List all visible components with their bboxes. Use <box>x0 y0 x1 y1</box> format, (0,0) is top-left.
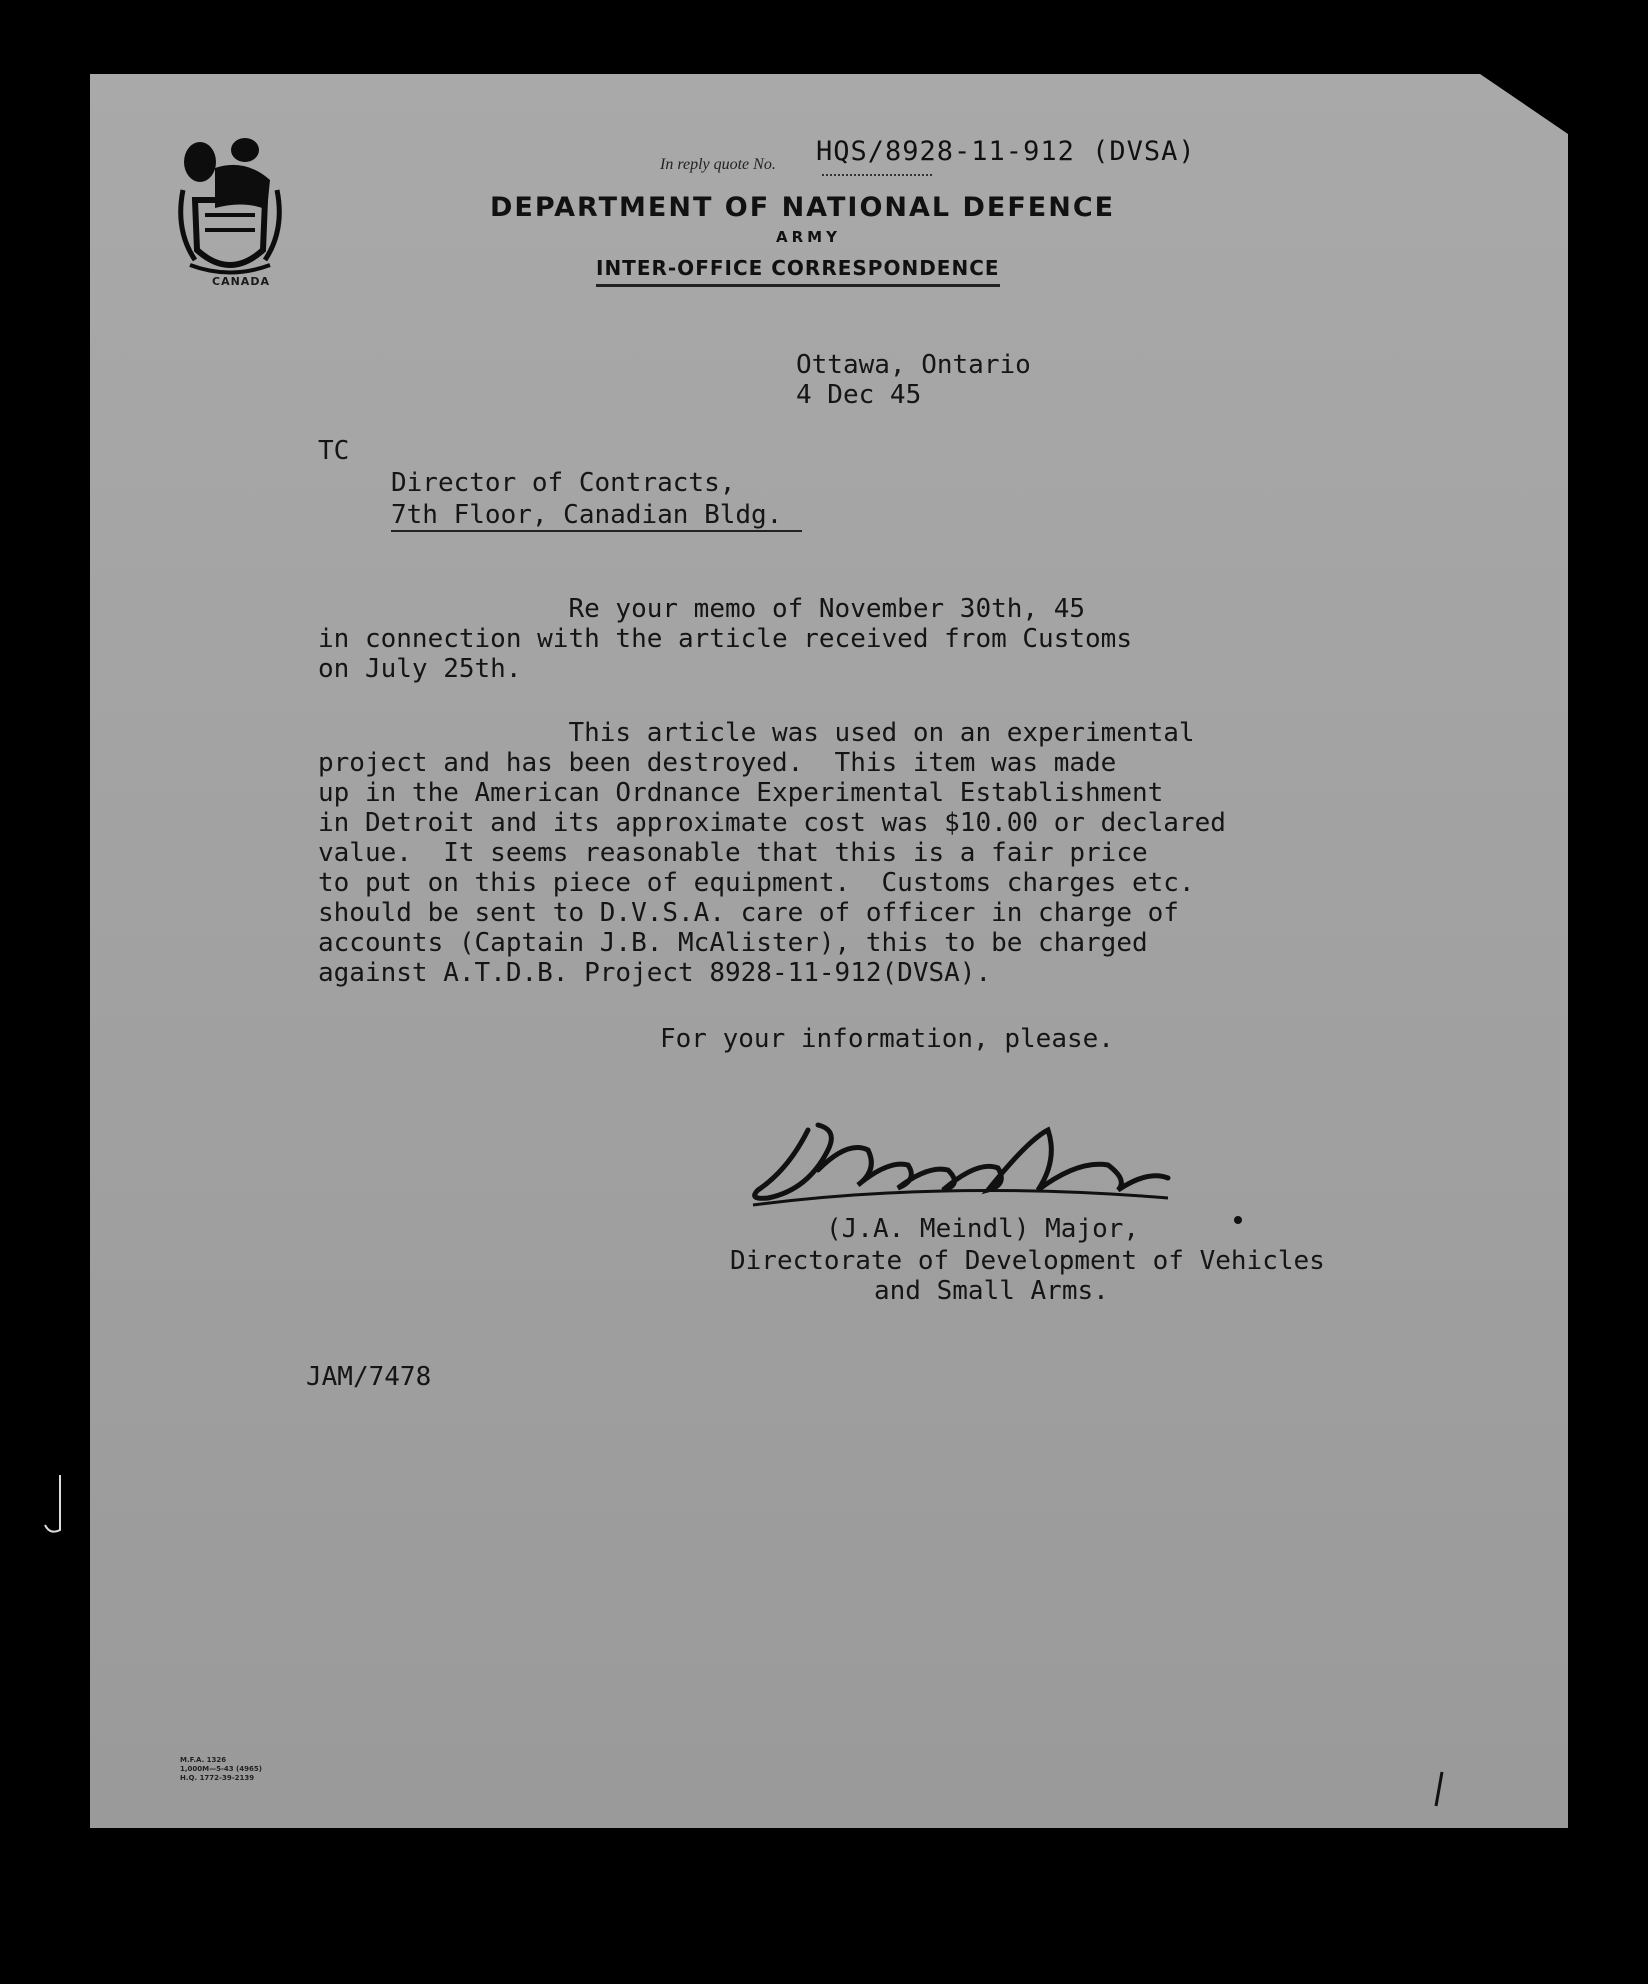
department-heading: DEPARTMENT OF NATIONAL DEFENCE <box>490 192 1116 223</box>
reply-quote-dotted-line <box>822 174 932 176</box>
document-type-heading: INTER-OFFICE CORRESPONDENCE <box>596 256 1000 287</box>
coat-of-arms-icon <box>175 130 285 290</box>
handwritten-signature <box>748 1110 1288 1230</box>
closing-line: For your information, please. <box>660 1024 1114 1054</box>
body-line: This article was used on an experimental <box>318 718 1195 748</box>
form-code-line-2: 1,000M—5-43 (4965) <box>180 1765 262 1773</box>
margin-mark <box>40 1470 80 1540</box>
body-line: on July 25th. <box>318 654 522 684</box>
body-line: in Detroit and its approximate cost was $10.00 or declared <box>318 808 1226 838</box>
addressee-line-1: Director of Contracts, <box>391 468 736 498</box>
crest-label: CANADA <box>212 275 270 288</box>
signatory-title-line-2: and Small Arms. <box>874 1276 1109 1306</box>
body-line: in connection with the article received from Customs <box>318 624 1132 654</box>
margin-mark <box>1430 1770 1450 1810</box>
reply-quote-label: In reply quote No. <box>660 156 776 173</box>
branch-heading: ARMY <box>776 228 841 246</box>
form-code-line-3: H.Q. 1772-39-2139 <box>180 1774 255 1782</box>
dateline-date: 4 Dec 45 <box>796 380 922 410</box>
body-line: value. It seems reasonable that this is a fair price <box>318 838 1148 868</box>
body-line: to put on this piece of equipment. Customs charges etc. <box>318 868 1195 898</box>
form-code-line-1: M.F.A. 1326 <box>180 1756 227 1764</box>
to-label: TC <box>318 436 350 466</box>
body-line: accounts (Captain J.B. McAlister), this to be charged <box>318 928 1148 958</box>
body-line: up in the American Ordnance Experimental Establishment <box>318 778 1164 808</box>
reference-initials: JAM/7478 <box>306 1362 432 1392</box>
addressee-line-2: 7th Floor, Canadian Bldg. <box>391 500 802 530</box>
body-line: Re your memo of November 30th, 45 <box>318 594 1086 624</box>
dateline-place: Ottawa, Ontario <box>796 350 1031 380</box>
signatory-name: (J.A. Meindl) Major, <box>826 1214 1140 1244</box>
reference-number: HQS/8928-11-912 (DVSA) <box>816 136 1196 167</box>
signatory-title-line-1: Directorate of Development of Vehicles <box>730 1246 1325 1276</box>
body-line: project and has been destroyed. This item was made <box>318 748 1117 778</box>
body-line: against A.T.D.B. Project 8928-11-912(DVSA). <box>318 958 992 988</box>
form-code <box>180 1756 262 1783</box>
body-line: should be sent to D.V.S.A. care of officer in charge of <box>318 898 1179 928</box>
